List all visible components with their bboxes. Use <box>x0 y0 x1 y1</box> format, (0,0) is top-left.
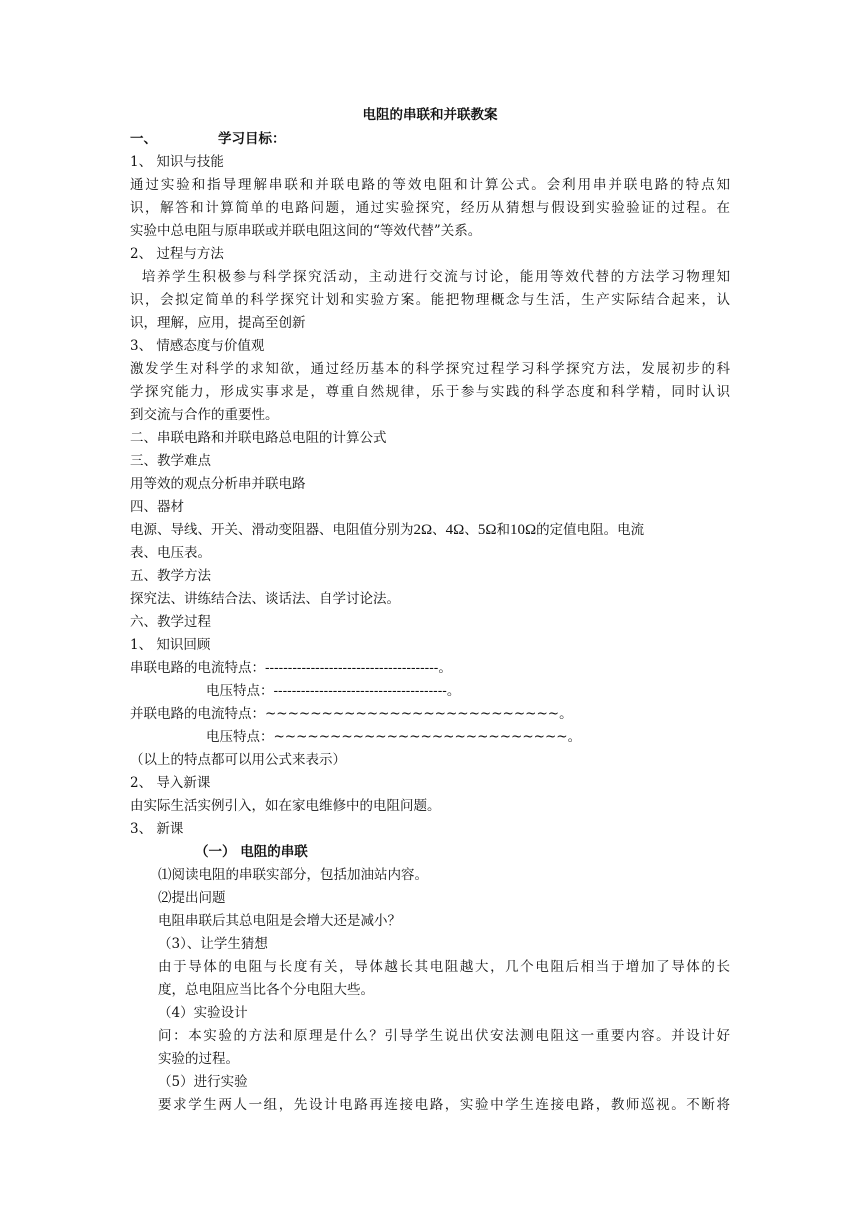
paragraph-line: 表、电压表。 <box>130 545 211 561</box>
separator: 、 <box>464 522 478 538</box>
subsection-6-2-heading: 2、 导入新课 <box>130 775 211 791</box>
paragraph-line: 实验中总电阻与原串联或并联电阻这间的“等效代替”关系。 <box>130 223 482 239</box>
review-line: 电压特点：~~~~~~~~~~~~~~~~~~~~~~~~~~。 <box>206 729 582 745</box>
section-1-heading: 学习目标： <box>218 131 286 147</box>
resistor-value: 4Ω <box>445 522 465 538</box>
review-line: 并联电路的电流特点：~~~~~~~~~~~~~~~~~~~~~~~~~~。 <box>130 706 573 722</box>
resistor-value: 10Ω <box>509 522 537 538</box>
paragraph-line: 到交流与合作的重要性。 <box>130 407 279 423</box>
subsection-1-2-heading: 2、 过程与方法 <box>130 246 224 262</box>
subsection-6-3-heading: 3、 新课 <box>130 821 184 837</box>
note-line: （以上的特点都可以用公式来表示） <box>130 752 346 768</box>
paragraph-line: 度，总电阻应当比各个分电阻大些。 <box>158 982 374 998</box>
subsection-6-1-heading: 1、 知识回顾 <box>130 637 211 653</box>
paragraph-line: 要求学生两人一组，先设计电路再连接电路，实验中学生连接电路，教师巡视。不断将 <box>158 1097 730 1113</box>
subheading-series: （一） 电阻的串联 <box>195 844 308 860</box>
equipment-line <box>130 519 644 541</box>
page-title: 电阻的串联和并联教案 <box>362 107 498 123</box>
subsection-1-1-heading: 1、 知识与技能 <box>130 154 224 170</box>
paragraph-line: 电阻串联后其总电阻是会增大还是减小？ <box>158 913 401 929</box>
list-item: ⑵提出问题 <box>158 890 226 906</box>
paragraph-line: 用等效的观点分析串并联电路 <box>130 476 306 492</box>
section-3-heading: 三、教学难点 <box>130 453 211 469</box>
list-item: （5）进行实验 <box>158 1074 248 1090</box>
section-4-heading: 四、器材 <box>130 499 184 515</box>
paragraph-line: 探究法、讲练结合法、谈话法、自学讨论法。 <box>130 591 400 607</box>
paragraph-line: 识，会拟定简单的科学探究计划和实验方案。能把物理概念与生活，生产实际结合起来，认 <box>130 292 730 308</box>
section-5-heading: 五、教学方法 <box>130 568 211 584</box>
review-line: 电压特点：--------------------------------------。 <box>206 683 461 699</box>
subsection-1-3-heading: 3、 情感态度与价值观 <box>130 338 265 354</box>
paragraph-line: 激发学生对科学的求知欲，通过经历基本的科学探究过程学习科学探究方法，发展初步的科 <box>130 361 730 377</box>
review-line: 串联电路的电流特点：--------------------------------------。 <box>130 660 452 676</box>
paragraph-line: 识，解答和计算简单的电路问题，通过实验探究，经历从猜想与假设到实验验证的过程。在 <box>130 200 730 216</box>
paragraph-line: 实验的过程。 <box>158 1051 239 1067</box>
paragraph-line: 由于导体的电阻与长度有关，导体越长其电阻越大，几个电阻后相当于增加了导体的长 <box>158 959 730 975</box>
list-item: （3）、让学生猜想 <box>158 936 268 952</box>
list-item: ⑴阅读电阻的串联实部分，包括加油站内容。 <box>158 867 428 883</box>
section-6-heading: 六、教学过程 <box>130 614 211 630</box>
paragraph-line: 通过实验和指导理解串联和并联电路的等效电阻和计算公式。会利用串并联电路的特点知 <box>130 177 730 193</box>
equipment-text: 电源、导线、开关、滑动变阻器、电阻值分别为 <box>130 522 414 538</box>
section-1-number: 一、 <box>130 131 157 147</box>
separator: 、 <box>432 522 446 538</box>
paragraph-line: 由实际生活实例引入，如在家电维修中的电阻问题。 <box>130 798 441 814</box>
paragraph-line: 培养学生积极参与科学探究活动，主动进行交流与讨论，能用等效代替的方法学习物理知 <box>130 269 730 285</box>
list-item: （4）实验设计 <box>158 1005 248 1021</box>
paragraph-line: 问：本实验的方法和原理是什么？引导学生说出伏安法测电阻这一重要内容。并设计好 <box>158 1028 730 1044</box>
paragraph-line: 识，理解，应用，提高至创新 <box>130 315 306 331</box>
conjunction: 和 <box>496 522 510 538</box>
resistor-value: 2Ω <box>413 522 433 538</box>
equipment-text: 的定值电阻。电流 <box>536 522 645 538</box>
section-2-heading: 二、串联电路和并联电路总电阻的计算公式 <box>130 430 387 446</box>
resistor-value: 5Ω <box>477 522 497 538</box>
paragraph-line: 学探究能力，形成实事求是，尊重自然规律，乐于参与实践的科学态度和科学精，同时认识 <box>130 384 730 400</box>
